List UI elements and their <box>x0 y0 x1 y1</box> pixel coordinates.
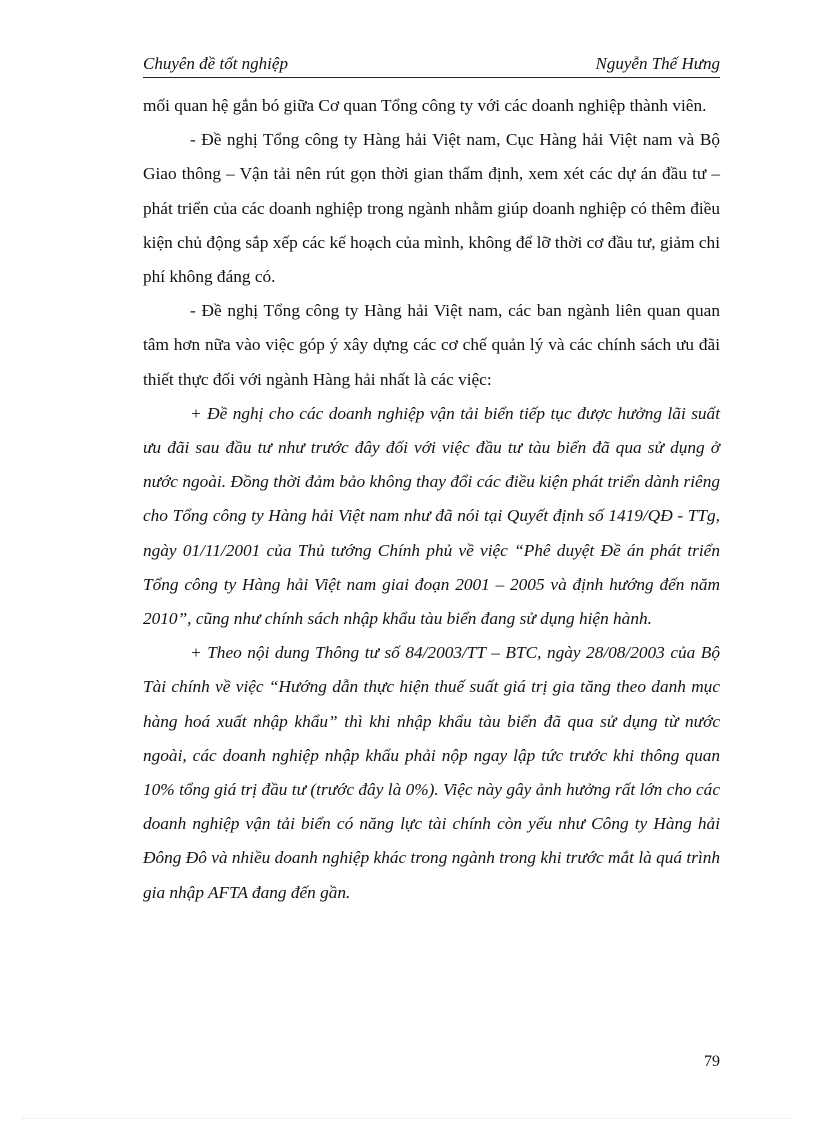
header-document-title: Chuyên đề tốt nghiệp <box>143 54 288 73</box>
header-rule <box>143 77 720 78</box>
body-text <box>143 89 720 910</box>
paragraph-vat-circular-item: + Theo nội dung Thông tư số 84/2003/TT – BTC, ngày 28/08/2003 của Bộ Tài chính về việc “Hướng dẫn thực hiện thuế suất giá trị gia tăng theo danh mục hàng hoá xuất nhập khẩu” thì khi nhập khẩu tàu biển đã qua sử dụng từ nước ngoài, các doanh nghiệp nhập khẩu phải nộp ngay lập tức trước khi thông quan 10% tổng giá trị đầu tư (trước đây là 0%). Việc này gây ảnh hưởng rất lớn cho các doanh nghiệp vận tải biển có năng lực tài chính còn yếu như Công ty Hàng hải Đông Đô và nhiều doanh nghiệp khác trong ngành trong khi trước mắt là quá trình gia nhập AFTA đang đến gần. <box>143 643 720 902</box>
paragraph-interest-rate-item: + Đề nghị cho các doanh nghiệp vận tải biển tiếp tục được hưởng lãi suất ưu đãi sau đầu tư như trước đây đối với việc đầu tư tàu biển đã qua sử dụng ở nước ngoài. Đồng thời đảm bảo không thay đổi các điều kiện phát triển dành riêng cho Tổng công ty Hàng hải Việt nam như đã nói tại Quyết định số 1419/QĐ - TTg, ngày 01/11/2001 của Thủ tướng Chính phủ về việc “Phê duyệt Đề án phát triển Tổng công ty Hàng hải Việt nam giai đoạn 2001 – 2005 và định hướng đến năm 2010”, cũng như chính sách nhập khẩu tàu biển đang sử dụng hiện hành. <box>143 403 720 629</box>
paragraph-proposal-policy: - Đề nghị Tổng công ty Hàng hải Việt nam, các ban ngành liên quan quan tâm hơn nữa vào việc góp ý xây dựng các cơ chế quản lý và các chính sách ưu đãi thiết thực đối với ngành Hàng hải nhất là các việc: <box>143 301 720 389</box>
page-number: 79 <box>704 1053 720 1070</box>
header-author-name: Nguyễn Thế Hưng <box>595 54 720 73</box>
page-bottom-border <box>22 1118 794 1119</box>
paragraph-continuation: mối quan hệ gắn bó giữa Cơ quan Tổng công ty với các doanh nghiệp thành viên. <box>143 96 707 115</box>
paragraph-proposal-appraisal: - Đề nghị Tổng công ty Hàng hải Việt nam, Cục Hàng hải Việt nam và Bộ Giao thông – Vận tải nên rút gọn thời gian thẩm định, xem xét các dự án đầu tư – phát triển của các doanh nghiệp trong ngành nhằm giúp doanh nghiệp có thêm điều kiện chủ động sắp xếp các kế hoạch của mình, không để lỡ thời cơ đầu tư, giảm chi phí không đáng có. <box>143 130 720 287</box>
page-header <box>143 54 720 78</box>
